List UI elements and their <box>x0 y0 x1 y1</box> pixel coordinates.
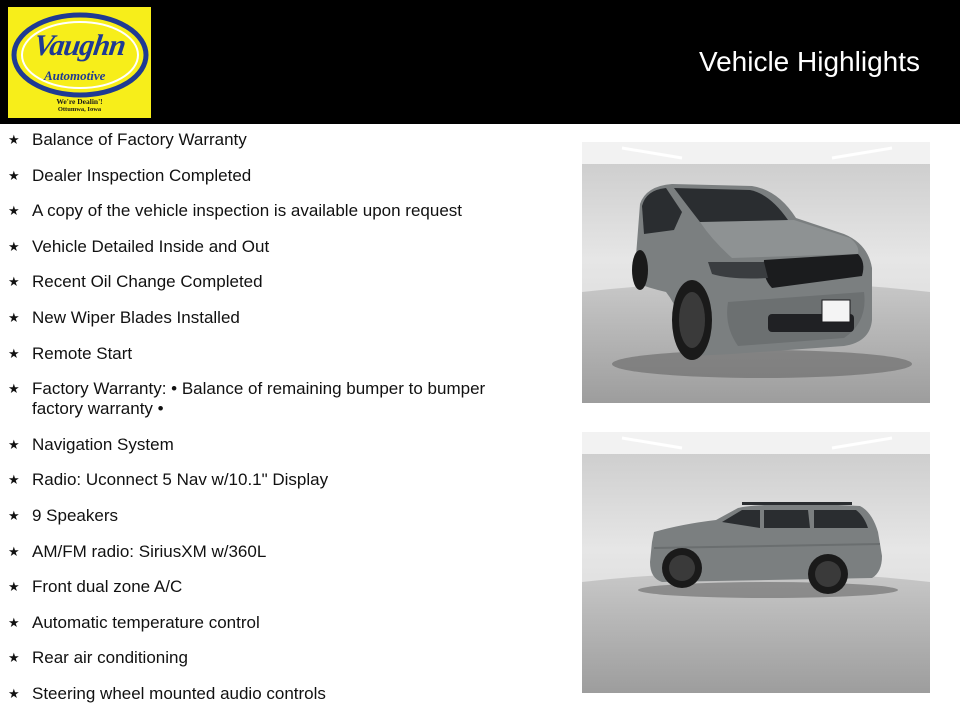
list-item <box>0 272 560 292</box>
star-icon: ★ <box>8 579 20 595</box>
list-item <box>0 470 560 490</box>
star-icon: ★ <box>8 543 20 559</box>
list-item <box>0 237 560 257</box>
list-item-text: New Wiper Blades Installed <box>32 307 240 327</box>
list-item <box>0 201 560 221</box>
star-icon: ★ <box>8 472 20 488</box>
vehicle-photo-side[interactable] <box>582 432 930 693</box>
list-item <box>0 166 560 186</box>
star-icon: ★ <box>8 381 20 397</box>
vehicle-photo-front[interactable] <box>582 142 930 403</box>
star-icon: ★ <box>8 238 20 254</box>
list-item <box>0 542 560 562</box>
list-item-text: Factory Warranty: • Balance of remaining bumper to bumper factory warranty • <box>32 379 486 419</box>
star-icon: ★ <box>8 650 20 666</box>
dealer-logo[interactable] <box>8 7 151 118</box>
star-icon: ★ <box>8 274 20 290</box>
list-item <box>0 648 560 668</box>
star-icon: ★ <box>8 507 20 523</box>
list-item-text: Dealer Inspection Completed <box>32 165 252 185</box>
list-item <box>0 130 560 150</box>
logo-location: Ottumwa, Iowa <box>57 106 102 113</box>
list-item-text: Navigation System <box>32 434 174 454</box>
header-bar <box>0 0 960 124</box>
list-item <box>0 308 560 328</box>
list-item-text: Balance of Factory Warranty <box>32 130 247 149</box>
star-icon: ★ <box>8 685 20 701</box>
list-item-text: A copy of the vehicle inspection is available upon request <box>32 201 462 221</box>
list-item-text: Recent Oil Change Completed <box>32 272 263 292</box>
list-item <box>0 684 560 704</box>
list-item-text: Remote Start <box>32 343 133 363</box>
list-item-text: Rear air conditioning <box>32 648 188 668</box>
list-item-text: Front dual zone A/C <box>32 577 183 597</box>
list-item <box>0 506 560 526</box>
list-item-text: Vehicle Detailed Inside and Out <box>32 236 270 256</box>
list-item <box>0 435 560 455</box>
list-item-text: Steering wheel mounted audio controls <box>32 683 326 703</box>
logo-name: Vaughn <box>31 29 128 62</box>
page-title: Vehicle Highlights <box>698 46 920 77</box>
star-icon: ★ <box>8 132 20 147</box>
list-item <box>0 379 532 419</box>
star-icon: ★ <box>8 614 20 630</box>
list-item-text: 9 Speakers <box>32 505 118 525</box>
star-icon: ★ <box>8 436 20 452</box>
star-icon: ★ <box>8 203 20 219</box>
list-item <box>0 577 560 597</box>
list-item-text: Radio: Uconnect 5 Nav w/10.1" Display <box>32 470 329 490</box>
list-item <box>0 613 560 633</box>
logo-tagline: We're Dealin'! <box>56 97 103 106</box>
logo-subtitle: Automotive <box>44 68 106 83</box>
star-icon: ★ <box>8 309 20 325</box>
list-item-text: AM/FM radio: SiriusXM w/360L <box>32 541 267 561</box>
list-item <box>0 344 560 364</box>
highlights-list <box>0 130 560 720</box>
star-icon: ★ <box>8 345 20 361</box>
list-item-text: Automatic temperature control <box>32 612 260 632</box>
star-icon: ★ <box>8 167 20 183</box>
